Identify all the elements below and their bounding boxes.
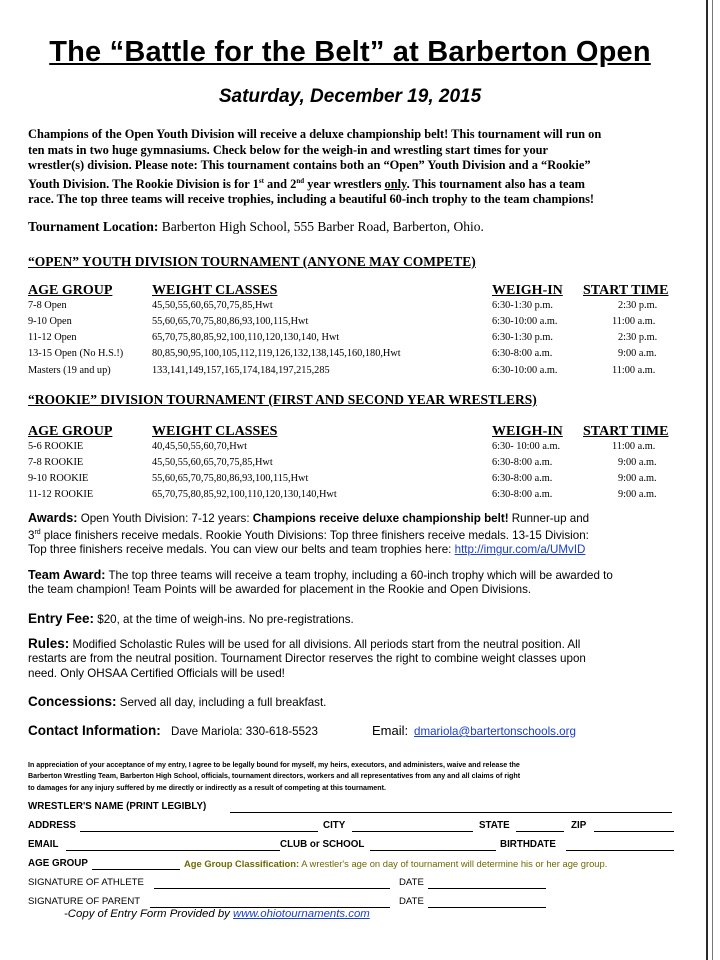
intro-line: race. The top three teams will receive trophies, including a beautiful 60-inch trophy to the team champions!	[28, 192, 595, 207]
table-cell: 6:30- 10:00 a.m.	[492, 441, 561, 452]
city-label: CITY	[323, 820, 346, 831]
table-cell: 6:30-8:00 a.m.	[492, 473, 553, 484]
intro-line: wrestler(s) division. Please note: This tournament contains both an “Open” Youth Division and a “Rookie”	[28, 158, 591, 172]
zip-label: ZIP	[571, 820, 587, 831]
page-title: The “Battle for the Belt” at Barberton Open	[49, 36, 651, 68]
wrestler-name-label: WRESTLER'S NAME (PRINT LEGIBLY)	[28, 801, 207, 812]
rookie-col-start: START TIME	[583, 424, 669, 439]
concessions-section: Concessions: Served all day, including a full breakfast.	[28, 694, 327, 709]
rules-line: restarts are from the neutral position. Tournament Director reserves the right to combine weight classes upon	[28, 652, 586, 666]
entry-fee-text: $20, at the time of weigh-ins. No pre-registrations.	[94, 613, 354, 626]
table-cell: 2:30 p.m.	[618, 332, 658, 343]
age-group-field[interactable]	[92, 869, 180, 870]
city-field[interactable]	[352, 831, 473, 832]
sig-athlete-label: SIGNATURE OF ATHLETE	[28, 877, 144, 888]
club-field[interactable]	[370, 850, 496, 851]
contact-email-link[interactable]: dmariola@bartertonschools.org	[414, 725, 576, 738]
awards-line: 3rd place finishers receive medals. Rookie Youth Divisions: Top three finishers receive medals. 13-15 Division:	[28, 529, 589, 543]
rookie-division-heading: “ROOKIE” DIVISION TOURNAMENT (FIRST AND SECOND YEAR WRESTLERS)	[28, 392, 537, 407]
table-cell: 11:00 a.m.	[612, 441, 656, 452]
team-award-line: the team champion! Team Points will be awarded for placement in the Rookie and Open Divisions.	[28, 583, 532, 597]
table-cell: 7-8 ROOKIE	[28, 457, 84, 468]
page-edge	[706, 0, 708, 960]
address-field[interactable]	[80, 831, 318, 832]
contact-name: Dave Mariola: 330-618-5523	[171, 725, 318, 738]
intro-paragraph	[28, 127, 688, 208]
waiver-line: Barberton Wrestling Team, Barberton High School, officials, tournament directors, workers and all representatives from any and all claims of right	[28, 772, 521, 781]
team-award-section	[28, 568, 688, 598]
table-cell: 45,50,55,60,65,70,75,85,Hwt	[152, 457, 273, 468]
awards-line: Awards: Open Youth Division: 7-12 years: Champions receive deluxe championship belt! Runner-up and	[28, 511, 590, 525]
table-cell: 6:30-1:30 p.m.	[492, 332, 553, 343]
intro-line: Champions of the Open Youth Division will receive a deluxe championship belt! This tournament will run on	[28, 127, 602, 141]
table-cell: 55,60,65,70,75,80,86,93,100,115,Hwt	[152, 473, 309, 484]
state-field[interactable]	[516, 831, 564, 832]
table-cell: 65,70,75,80,85,92,100,110,120,130,140,Hwt	[152, 489, 337, 500]
trophies-link[interactable]: http://imgur.com/a/UMvID	[454, 543, 586, 557]
birthdate-field[interactable]	[566, 850, 674, 851]
awards-line: Top three finishers receive medals. You can view our belts and team trophies here: http://imgur.com/a/UMvID	[28, 543, 586, 557]
open-col-age: AGE GROUP	[28, 283, 113, 298]
table-cell: 11:00 a.m.	[612, 365, 656, 376]
open-col-weight: WEIGHT CLASSES	[152, 283, 278, 298]
email-field[interactable]	[66, 850, 280, 851]
table-cell: 9:00 a.m.	[618, 473, 657, 484]
table-cell: 11-12 Open	[28, 332, 77, 343]
table-cell: 6:30-1:30 p.m.	[492, 300, 553, 311]
birthdate-label: BIRTHDATE	[500, 839, 556, 850]
table-cell: 40,45,50,55,60,70,Hwt	[152, 441, 247, 452]
table-cell: 133,141,149,157,165,174,184,197,215,285	[152, 365, 330, 376]
state-label: STATE	[479, 820, 510, 831]
table-cell: 5-6 ROOKIE	[28, 441, 84, 452]
table-cell: 9-10 ROOKIE	[28, 473, 89, 484]
rules-line: need. Only OHSAA Certified Officials will be used!	[28, 666, 285, 680]
table-cell: 11-12 ROOKIE	[28, 489, 94, 500]
waiver-line: to damages for any injury suffered by me directly or indirectly as a result of competing at this tournament.	[28, 783, 386, 792]
location-value: Barberton High School, 555 Barber Road, Barberton, Ohio.	[161, 219, 484, 234]
rookie-col-weight: WEIGHT CLASSES	[152, 424, 278, 439]
tournament-location	[28, 219, 688, 235]
table-cell: 80,85,90,95,100,105,112,119,126,132,138,145,160,180,Hwt	[152, 348, 401, 359]
intro-line: Youth Division. The Rookie Division is for 1st and 2nd year wrestlers only. This tournament also has a team	[28, 176, 585, 191]
location-label: Tournament Location:	[28, 219, 159, 234]
table-cell: 9:00 a.m.	[618, 489, 657, 500]
table-cell: 9:00 a.m.	[618, 457, 657, 468]
zip-field[interactable]	[594, 831, 674, 832]
date-field-athlete[interactable]	[428, 888, 546, 889]
team-award-line: Team Award: The top three teams will receive a team trophy, including a 60-inch trophy which will be awarded to	[28, 568, 613, 582]
copy-note: -Copy of Entry Form Provided by www.ohiotournaments.com	[64, 908, 370, 920]
table-cell: 9:00 a.m.	[618, 348, 657, 359]
email-label: Email:	[372, 723, 409, 738]
intro-line: ten mats in two huge gymnasiums. Check below for the weigh-in and wrestling start times for your	[28, 142, 549, 157]
table-cell: 6:30-8:00 a.m.	[492, 489, 553, 500]
table-cell: 7-8 Open	[28, 300, 67, 311]
date-label-athlete: DATE	[399, 877, 424, 888]
club-label: CLUB or SCHOOL	[280, 839, 365, 850]
sig-parent-label: SIGNATURE OF PARENT	[28, 896, 141, 907]
email-form-label: EMAIL	[28, 839, 59, 850]
table-cell: 55,60,65,70,75,80,86,93,100,115,Hwt	[152, 316, 309, 327]
sig-athlete-field[interactable]	[154, 888, 390, 889]
waiver-text	[28, 760, 684, 794]
page-edge-shadow	[712, 0, 713, 960]
table-cell: 65,70,75,80,85,92,100,110,120,130,140, Hwt	[152, 332, 340, 343]
table-cell: Masters (19 and up)	[28, 365, 111, 376]
table-cell: 2:30 p.m.	[618, 300, 658, 311]
ohiotournaments-link[interactable]: www.ohiotournaments.com	[233, 908, 370, 920]
wrestler-name-field[interactable]	[230, 812, 672, 813]
entry-fee-label: Entry Fee:	[28, 611, 95, 626]
table-cell: 6:30-8:00 a.m.	[492, 457, 553, 468]
age-group-label: AGE GROUP	[28, 858, 88, 869]
contact-label: Contact Information:	[28, 723, 161, 738]
table-cell: 6:30-10:00 a.m.	[492, 365, 558, 376]
rookie-col-weighin: WEIGH-IN	[492, 424, 563, 439]
table-cell: 6:30-8:00 a.m.	[492, 348, 553, 359]
event-date: Saturday, December 19, 2015	[218, 86, 482, 107]
rules-line: Rules: Modified Scholastic Rules will be used for all divisions. All periods start from the neutral position. All	[28, 636, 581, 651]
table-cell: 13-15 Open (No H.S.!)	[28, 348, 124, 359]
date-field-parent[interactable]	[428, 907, 546, 908]
table-cell: 9-10 Open	[28, 316, 72, 327]
rules-section	[28, 637, 688, 681]
table-cell: 6:30-10:00 a.m.	[492, 316, 558, 327]
open-division-heading: “OPEN” YOUTH DIVISION TOURNAMENT (ANYONE MAY COMPETE)	[28, 254, 476, 269]
open-col-start: START TIME	[583, 283, 669, 298]
table-cell: 45,50,55,60,65,70,75,85,Hwt	[152, 300, 273, 311]
awards-section	[28, 511, 688, 558]
open-col-weighin: WEIGH-IN	[492, 283, 563, 298]
age-classification-note: Age Group Classification: A wrestler's age on day of tournament will determine his or her age group.	[184, 858, 608, 869]
address-label: ADDRESS	[28, 820, 76, 831]
table-cell: 11:00 a.m.	[612, 316, 656, 327]
waiver-line: In appreciation of your acceptance of my entry, I agree to be legally bound for myself, my heirs, executors, and administers, waive and release the	[28, 761, 520, 769]
rookie-col-age: AGE GROUP	[28, 424, 113, 439]
date-label-parent: DATE	[399, 896, 424, 907]
entry-fee-section	[28, 612, 688, 627]
